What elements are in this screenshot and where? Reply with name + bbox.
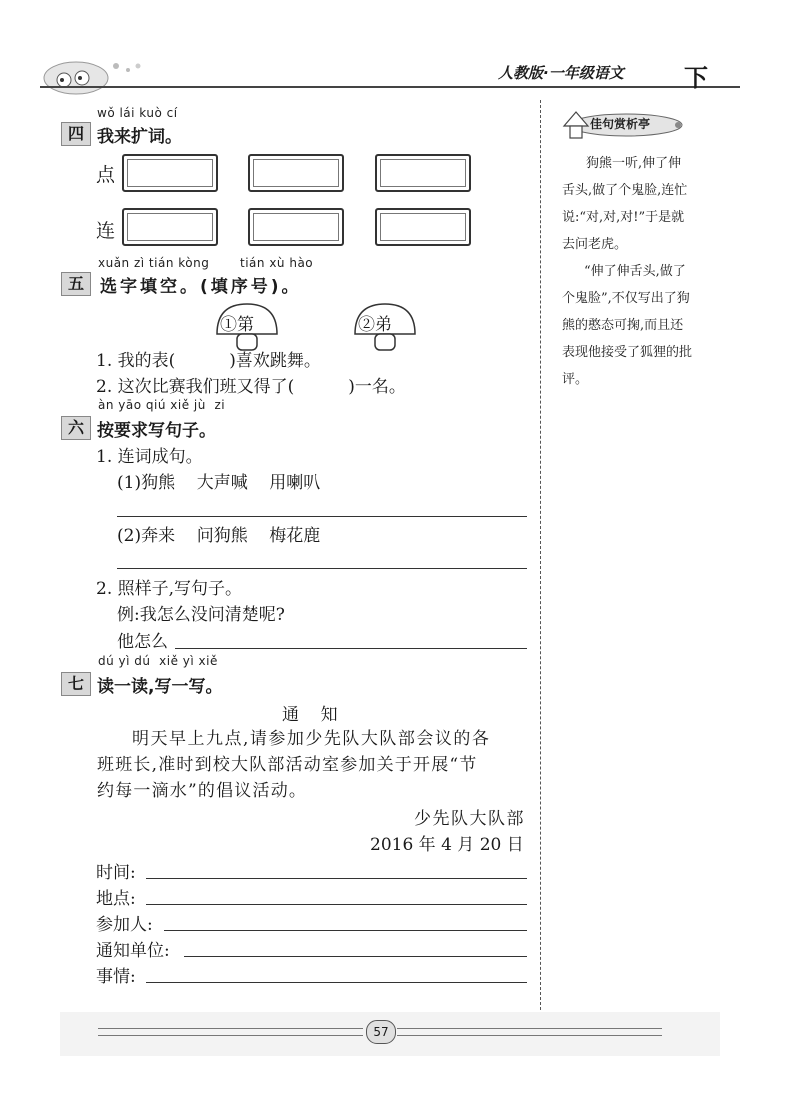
- s7-pinyin: dú yì dú xiě yì xiě: [98, 654, 218, 668]
- header-decoration: [38, 52, 148, 96]
- field-matter-line[interactable]: [146, 982, 527, 983]
- s4-box-2-2[interactable]: [248, 208, 344, 246]
- sidebar-p1-line4: 去问老虎。: [562, 237, 628, 252]
- footer-lines-left: [98, 1028, 363, 1036]
- option-mushroom-2: [351, 300, 419, 356]
- field-issuer-label: 通知单位:: [96, 941, 170, 961]
- s5-number: 五: [61, 272, 91, 296]
- page-number: 57: [366, 1020, 396, 1044]
- sidebar-p2-line3: 熊的憨态可掬,而且还: [562, 318, 684, 333]
- sidebar-divider: [540, 100, 541, 1010]
- option-2-label: ②弟: [358, 315, 392, 335]
- notice-line-2: 班班长,准时到校大队部活动室参加关于开展“节: [97, 755, 478, 775]
- s6-number: 六: [61, 416, 91, 440]
- notice-line-3: 约每一滴水”的倡议活动。: [97, 781, 308, 801]
- notice-title: 通 知: [282, 705, 338, 725]
- sidebar-p2-line2: 个鬼脸”,不仅写出了狗: [562, 291, 690, 306]
- s6-example: 例:我怎么没问清楚呢?: [117, 605, 285, 625]
- header-rule: [40, 86, 740, 88]
- field-place-line[interactable]: [146, 904, 527, 905]
- s4-box-2-1[interactable]: [122, 208, 218, 246]
- s5-pinyin-2: tián xù hào: [240, 256, 314, 270]
- s5-question-1: 1. 我的表( )喜欢跳舞。: [96, 351, 321, 371]
- sidebar-p2-line1: “伸了伸舌头,做了: [584, 264, 686, 279]
- s7-title: 读一读,写一写。: [97, 677, 223, 697]
- s5-title: 选字填空。(填序号)。: [100, 277, 302, 297]
- notice-date: 2016 年 4 月 20 日: [370, 835, 524, 855]
- s5-pinyin-1: xuǎn zì tián kòng: [98, 256, 210, 270]
- series-title: 人教版·一年级语文: [498, 64, 624, 82]
- s4-number: 四: [61, 122, 91, 146]
- cartoon-logo-icon: [38, 52, 148, 96]
- footer-lines-right: [397, 1028, 662, 1036]
- sidebar-p1: [562, 150, 712, 258]
- volume-mark: 下: [684, 64, 708, 92]
- s6-answer-line-3[interactable]: [175, 648, 527, 649]
- sidebar-label: 佳句赏析亭: [590, 117, 651, 131]
- sidebar-p1-line3: 说:“对,对,对!”于是就: [562, 210, 685, 225]
- s4-title: 我来扩词。: [97, 127, 182, 147]
- s6-q1a: (1)狗熊 大声喊 用喇叭: [117, 473, 321, 493]
- sidebar-p1-line1: 狗熊一听,伸了伸: [586, 156, 682, 171]
- s7-number: 七: [61, 672, 91, 696]
- s6-q1: 1. 连词成句。: [96, 447, 203, 467]
- field-attendees-line[interactable]: [164, 930, 527, 931]
- s6-answer-line-2[interactable]: [117, 568, 527, 569]
- sidebar-p2-line5: 评。: [562, 372, 589, 387]
- s6-prompt: 他怎么: [117, 632, 168, 652]
- field-place-label: 地点:: [96, 889, 136, 909]
- sidebar-p1-line2: 舌头,做了个鬼脸,连忙: [562, 183, 688, 198]
- notice-line-1: 明天早上九点,请参加少先队大队部会议的各: [132, 729, 491, 749]
- s4-row2-label: 连: [96, 220, 116, 242]
- s4-box-1-1[interactable]: [122, 154, 218, 192]
- field-time-line[interactable]: [146, 878, 527, 879]
- sidebar-p2-line4: 表现他接受了狐狸的批: [562, 345, 693, 360]
- s4-pinyin: wǒ lái kuò cí: [97, 106, 178, 120]
- s6-answer-line-1[interactable]: [117, 516, 527, 517]
- option-1-label: ①第: [220, 315, 254, 335]
- s6-q2: 2. 照样子,写句子。: [96, 579, 243, 599]
- sidebar-badge: [556, 104, 686, 144]
- s4-row1-label: 点: [96, 164, 116, 186]
- s6-pinyin: àn yāo qiú xiě jù zi: [98, 398, 226, 412]
- field-matter-label: 事情:: [96, 967, 136, 987]
- notice-signature: 少先队大队部: [414, 809, 525, 829]
- field-time-label: 时间:: [96, 863, 136, 883]
- s6-q1b: (2)奔来 问狗熊 梅花鹿: [117, 526, 321, 546]
- field-attendees-label: 参加人:: [96, 915, 153, 935]
- s4-box-1-2[interactable]: [248, 154, 344, 192]
- s5-question-2: 2. 这次比赛我们班又得了( )一名。: [96, 377, 406, 397]
- sidebar-p2: [562, 258, 712, 393]
- s4-box-1-3[interactable]: [375, 154, 471, 192]
- field-issuer-line[interactable]: [184, 956, 527, 957]
- s6-title: 按要求写句子。: [97, 421, 216, 441]
- s4-box-2-3[interactable]: [375, 208, 471, 246]
